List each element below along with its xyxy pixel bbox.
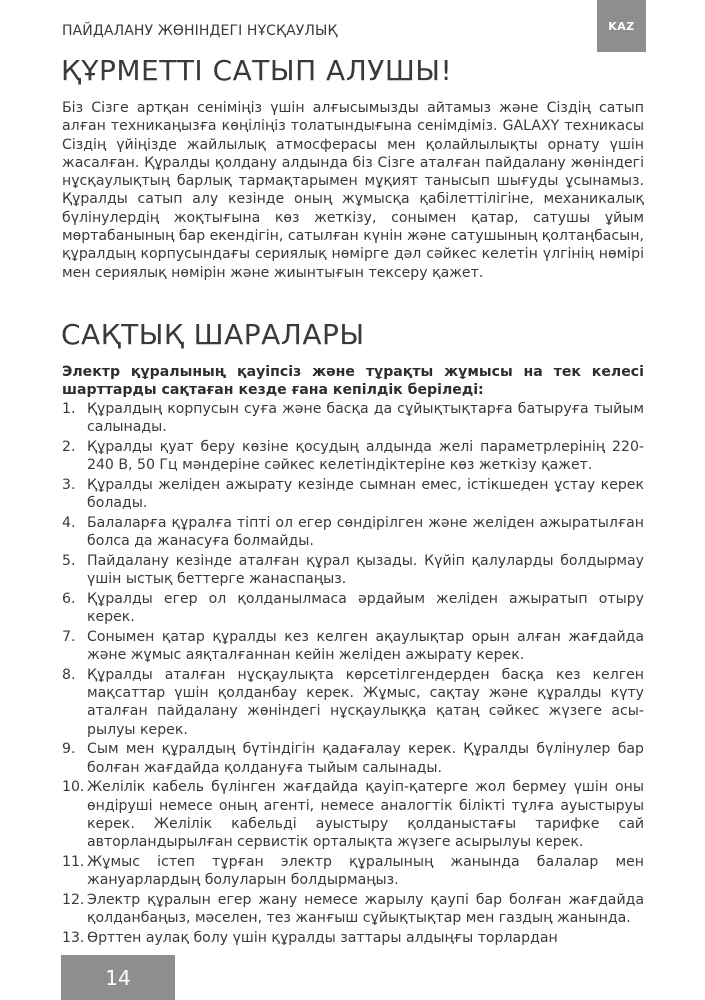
list-item (62, 929, 644, 947)
list-item-number: 6. (62, 590, 76, 607)
list-item (62, 628, 644, 665)
welcome-heading: ҚҰРМЕТТІ САТЫП АЛУШЫ! (61, 54, 453, 87)
safety-lead-text: Электр құралының қауіпсіз және тұрақты жұмысы на тек келесі шарттарды сақтаған кезде ғана кепілдік беріледі: (62, 364, 644, 399)
document-header-title: ПАЙДАЛАНУ ЖӨНІНДЕГІ НҰСҚАУЛЫҚ (62, 23, 338, 39)
list-item (62, 891, 644, 928)
list-item-number: 1. (62, 401, 76, 417)
list-item-number: 2. (62, 438, 76, 455)
welcome-paragraph: Біз Сізге артқан сеніміңіз үшін алғысымызды айтамыз және Сіздің сатып алған техникаңызға көңіліңіз толатындығына сенімдіміз. GALAXY техникасы Сіздің үйіңізде жайлылық атмосферасы мен қолайлылықты орнату үшін жасалған. Құралды қолдану алдында біз Сізге аталған пайдалану жөніндегі нұсқаулықтың барлық тармақтарымен мұқият танысып шығуды ұсынамыз. Құралды сатып алу кезінде оның жұмысқа қабілеттілігіне, механикалық бүлінулердің жоқтығына көз жеткізу, сонымен қатар, сатушы ұйым мөртабанының бар екендігін, сатылған күнін және сатушының қолтаңбасын, құралдың корпусындағы сериялық нөмірге дәл сәйкес келетін үлгінің нөмірі мен сериялық нөмірін және жиынтығын тексеру қажет. (62, 100, 644, 281)
list-item (62, 740, 644, 777)
list-item-text: Желілік кабель бүлінген жағдайда қауіп-қатерге жол бермеу үшін оны өндіруші немесе оның агенті, немесе аналогтік білікті тұлға ауыстыруы керек. Желілік кабельді ауыстыру қолданыстағы тарифке сай авторландырылған сервистік орталықта жүзеге асырылуы керек. (87, 779, 644, 851)
list-item-number: 10. (62, 779, 85, 796)
list-item (62, 438, 644, 475)
list-item-number: 9. (62, 741, 76, 758)
list-item-text: Өрттен аулақ болу үшін құралды заттары алдыңғы торлардан (87, 930, 558, 946)
list-item (62, 400, 644, 437)
list-item (62, 778, 644, 851)
language-tab: KAZ (597, 0, 646, 52)
list-item-text: Сым мен құралдың бүтіндігін қадағалау керек. Құралды бүлінулер бар болған жағдайда қолдануға тыйым салынады. (87, 741, 644, 776)
list-item-text: Сонымен қатар құралды кез келген ақаулықтар орын алған жағдайда және жұмыс аяқталғаннан кейін желіден ажырату керек. (87, 628, 644, 664)
list-item-text: Электр құралын егер жану немесе жарылу қаупі бар болған жағдайда қолданбаңыз, мәселен, тез жанғыш сұйықтықтар мен газдың жанында. (87, 892, 644, 927)
list-item-text: Құралды желіден ажырату кезінде сымнан емес, істікшеден ұстау керек болады. (87, 476, 644, 512)
list-item (62, 514, 644, 551)
list-item (62, 666, 644, 739)
list-item (62, 590, 644, 627)
safety-heading: САҚТЫҚ ШАРАЛАРЫ (61, 318, 365, 351)
page-number: 14 (61, 955, 175, 1000)
list-item-number: 4. (62, 514, 76, 531)
list-item (62, 476, 644, 513)
list-item-number: 7. (62, 628, 76, 645)
list-item-text: Балаларға құралға тіпті ол егер сөндірілген және желіден ажыратылған болса да жанасуға болмайды. (87, 514, 644, 550)
list-item-number: 13. (62, 930, 85, 946)
list-item-text: Құралды егер ол қолданылмаса әрдайым желіден ажыратып отыру керек. (87, 590, 644, 626)
list-item-text: Құралды аталған нұсқаулықта көрсетілгендерден басқа кез келген мақсаттар үшін қолданбау керек. Жұмыс, сақтау және құралды күту аталған пайдалану жөніндегі нұсқаулыққа қатаң сәйкес жүзеге асырылуы керек. (87, 666, 644, 738)
list-item (62, 552, 644, 589)
list-item (62, 853, 644, 890)
list-item-number: 8. (62, 666, 76, 683)
list-item-text: Жұмыс істеп тұрған электр құралының жанында балалар мен жануарлардың болуларын болдырмаңыз. (87, 854, 644, 889)
list-item-number: 11. (62, 854, 85, 871)
list-item-text: Пайдалану кезінде аталған құрал қызады. Күйіп қалуларды болдырмау үшін ыстық беттерге жанаспаңыз. (87, 552, 644, 588)
safety-rules-list (62, 400, 644, 949)
list-item-number: 3. (62, 476, 76, 493)
list-item-text: Құралдың корпусын суға және басқа да сұйықтықтарға батыруға тыйым салынады. (87, 401, 644, 436)
list-item-number: 5. (62, 552, 76, 569)
list-item-number: 12. (62, 892, 85, 909)
list-item-text: Құралды қуат беру көзіне қосудың алдында желі параметрлерінің 220-240 В, 50 Гц мәндеріне сәйкес келетіндіктеріне көз жеткізу қажет. (87, 438, 644, 474)
